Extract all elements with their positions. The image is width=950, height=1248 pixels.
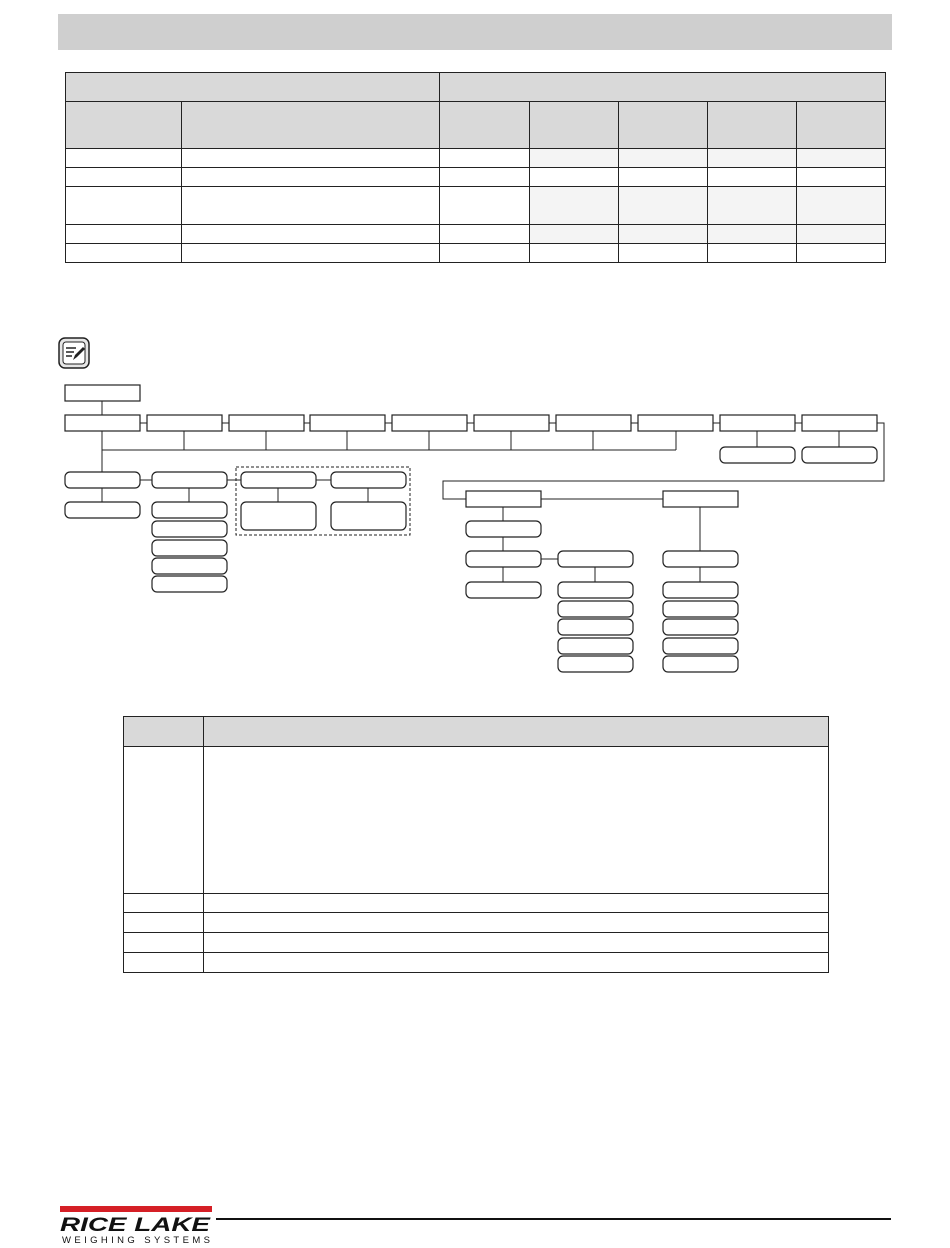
footer-rule bbox=[216, 1218, 891, 1220]
table-cell bbox=[204, 953, 829, 973]
menu-option bbox=[466, 582, 541, 598]
table-cell bbox=[124, 913, 204, 933]
menu-option bbox=[663, 619, 738, 635]
table-row bbox=[124, 747, 829, 894]
menu-option bbox=[558, 601, 633, 617]
table-cell bbox=[124, 953, 204, 973]
table-row bbox=[124, 913, 829, 933]
menu-node bbox=[558, 551, 633, 567]
menu-option bbox=[152, 540, 227, 556]
table-cell bbox=[204, 894, 829, 913]
menu-node bbox=[65, 415, 140, 431]
table-row bbox=[124, 933, 829, 953]
menu-option bbox=[241, 502, 316, 530]
table-cell bbox=[124, 894, 204, 913]
rice-lake-logo bbox=[58, 1206, 218, 1246]
menu-option bbox=[802, 447, 877, 463]
menu-node bbox=[720, 415, 795, 431]
menu-option bbox=[331, 502, 406, 530]
menu-node bbox=[241, 472, 316, 488]
menu-option bbox=[663, 582, 738, 598]
menu-node bbox=[466, 551, 541, 567]
menu-option bbox=[558, 582, 633, 598]
menu-option bbox=[65, 502, 140, 518]
table-header-row bbox=[124, 717, 829, 747]
menu-node bbox=[147, 415, 222, 431]
menu-node bbox=[310, 415, 385, 431]
menu-node bbox=[663, 551, 738, 567]
menu-option bbox=[558, 638, 633, 654]
menu-option bbox=[663, 638, 738, 654]
menu-option bbox=[663, 656, 738, 672]
logo-subtext: WEIGHING SYSTEMS bbox=[62, 1235, 210, 1246]
menu-node bbox=[65, 385, 140, 401]
bottom-parameter-table bbox=[123, 716, 829, 973]
menu-node bbox=[392, 415, 467, 431]
menu-node bbox=[802, 415, 877, 431]
menu-option bbox=[558, 656, 633, 672]
table-header-cell bbox=[124, 717, 204, 747]
table-row bbox=[124, 894, 829, 913]
table-cell bbox=[204, 747, 829, 894]
table-cell bbox=[124, 747, 204, 894]
menu-option bbox=[663, 601, 738, 617]
menu-node bbox=[65, 472, 140, 488]
menu-option bbox=[466, 521, 541, 537]
menu-option bbox=[152, 521, 227, 537]
logo-text: RICE LAKE bbox=[60, 1215, 212, 1236]
menu-node bbox=[474, 415, 549, 431]
table-cell bbox=[124, 933, 204, 953]
menu-option bbox=[558, 619, 633, 635]
table-cell bbox=[204, 933, 829, 953]
menu-option bbox=[152, 576, 227, 592]
menu-node bbox=[152, 472, 227, 488]
table-row bbox=[124, 953, 829, 973]
menu-node bbox=[556, 415, 631, 431]
menu-node bbox=[466, 491, 541, 507]
menu-node bbox=[638, 415, 713, 431]
menu-node bbox=[331, 472, 406, 488]
menu-node bbox=[663, 491, 738, 507]
menu-option bbox=[720, 447, 795, 463]
menu-node bbox=[229, 415, 304, 431]
table-header-cell bbox=[204, 717, 829, 747]
menu-option bbox=[152, 502, 227, 518]
table-cell bbox=[204, 913, 829, 933]
menu-option bbox=[152, 558, 227, 574]
